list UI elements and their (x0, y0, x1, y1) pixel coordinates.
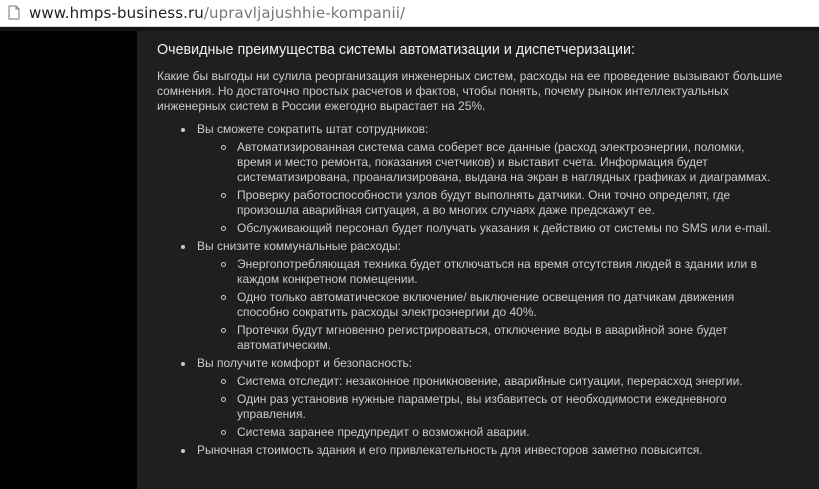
article-intro: Какие бы выгоды ни сулила реорганизация инженерных систем, расходы на ее проведение вызывают большие сомнения. Но достаточно простых расчетов и фактов, чтобы понять, почему рынок интеллектуальных инженерных систем в России ежегодно вырастает на 25%. (157, 69, 783, 113)
url-host: www.hmps-business.ru (29, 4, 204, 22)
benefit-item (177, 443, 807, 458)
benefit-subitem: Система отследит: незаконное проникновение, аварийные ситуации, перерасход энергии. (217, 374, 777, 389)
benefit-item-text: Вы получите комфорт и безопасность: (197, 356, 413, 370)
benefit-subitem: Проверку работоспособности узлов будут выполнять датчики. Они точно определят, где произошла аварийная ситуация, а во многих случаях даже предскажут ее. (217, 188, 777, 218)
article-title: Очевидные преимущества системы автоматизации и диспетчеризации: (157, 42, 636, 58)
benefit-item-text: Рыночная стоимость здания и его привлекательность для инвесторов заметно повысится. (197, 443, 703, 457)
benefit-subitem: Автоматизированная система сама соберет все данные (расход электроэнергии, поломки, время и место ремонта, показания счетчиков) и выставит счета. Информация будет систематизирована, проанализирована, выдана на экран в наглядных графиках и диаграммах. (217, 140, 777, 185)
benefit-item-text: Вы сможете сократить штат сотрудников: (197, 122, 429, 136)
address-bar[interactable] (0, 0, 819, 27)
benefits-list (157, 122, 807, 458)
page-icon (8, 5, 20, 20)
benefit-item-text: Вы снизите коммунальные расходы: (197, 239, 401, 253)
benefit-subitem: Энергопотребляющая техника будет отключаться на время отсутствия людей в здании или в каждом конкретном помещении. (217, 257, 777, 287)
benefit-sublist (197, 257, 807, 353)
benefit-item (177, 122, 807, 236)
benefit-item (177, 239, 807, 353)
benefit-subitem: Обслуживающий персонал будет получать указания к действию от системы по SMS или e-mail. (217, 221, 777, 236)
benefit-sublist (197, 374, 807, 440)
benefit-subitem: Один раз установив нужные параметры, вы избавитесь от необходимости ежедневного управления. (217, 392, 777, 422)
benefit-subitem: Протечки будут мгновенно регистрироваться, отключение воды в аварийной зоне будет автоматическим. (217, 323, 777, 353)
article-content (137, 31, 819, 489)
benefit-item (177, 356, 807, 440)
benefit-subitem: Система заранее предупредит о возможной аварии. (217, 425, 777, 440)
url-text[interactable] (29, 4, 405, 22)
benefit-subitem: Одно только автоматическое включение/ выключение освещения по датчикам движения способно сократить расходы электроэнергии до 40%. (217, 290, 777, 320)
url-path: /upravljajushhie-kompanii/ (203, 4, 406, 22)
benefit-sublist (197, 140, 807, 236)
